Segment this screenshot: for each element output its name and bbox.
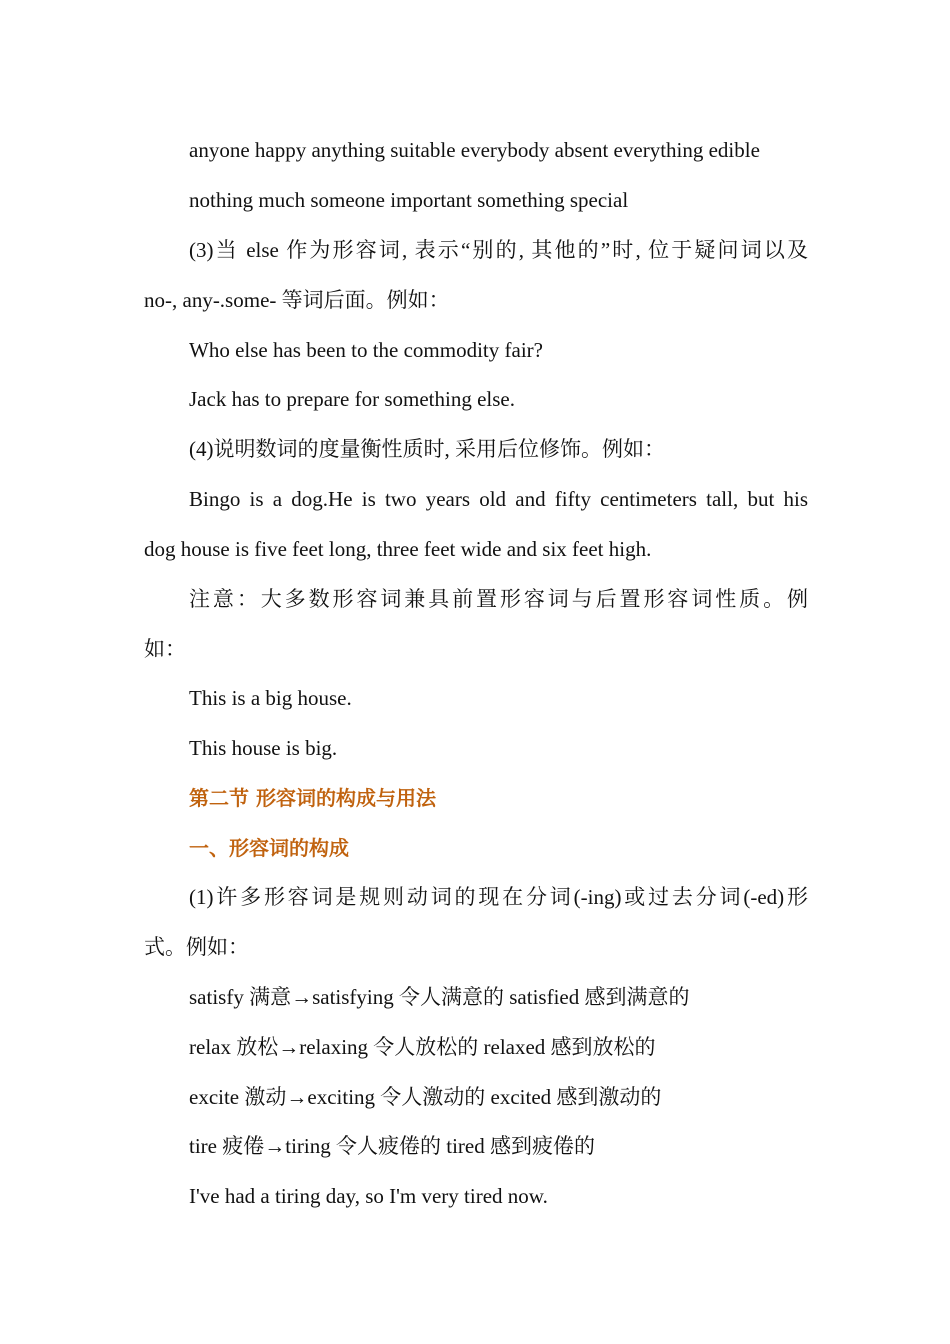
example-sentence: dog house is five feet long, three feet wide and six feet high. — [144, 537, 652, 561]
paragraph-line: no-, any-.some- 等词后面。例如： — [144, 288, 450, 312]
paragraph-line: (3)当 else 作为形容词, 表示“别的, 其他的”时, 位于疑问词以及 — [189, 238, 808, 262]
section-heading: 第二节 形容词的构成与用法 — [189, 786, 436, 810]
paragraph-line: anyone happy anything suitable everybody absent everything edible — [189, 138, 760, 162]
word-form-example: relax 放松→relaxing 令人放松的 relaxed 感到放松的 — [189, 1035, 656, 1059]
example-sentence: This is a big house. — [189, 686, 352, 710]
word-form-example: satisfy 满意→satisfying 令人满意的 satisfied 感到满意的 — [189, 985, 690, 1009]
paragraph-line: (1)许多形容词是规则动词的现在分词(-ing)或过去分词(-ed)形 — [189, 885, 808, 909]
note-line: 注意：大多数形容词兼具前置形容词与后置形容词性质。例 — [189, 587, 808, 611]
note-line: 如： — [144, 637, 186, 661]
example-sentence: Bingo is a dog.He is two years old and fifty centimeters tall, but his — [189, 487, 808, 511]
paragraph-line: nothing much someone important something special — [189, 188, 629, 212]
example-sentence: I've had a tiring day, so I'm very tired now. — [189, 1184, 548, 1208]
example-sentence: Jack has to prepare for something else. — [189, 387, 515, 411]
word-form-example: excite 激动→exciting 令人激动的 excited 感到激动的 — [189, 1085, 662, 1109]
word-form-example: tire 疲倦→tiring 令人疲倦的 tired 感到疲倦的 — [189, 1134, 595, 1158]
paragraph-line: 式。例如： — [144, 935, 249, 959]
example-sentence: Who else has been to the commodity fair? — [189, 338, 543, 362]
paragraph-line: (4)说明数词的度量衡性质时, 采用后位修饰。例如： — [189, 437, 665, 461]
subsection-heading: 一、形容词的构成 — [189, 836, 349, 860]
example-sentence: This house is big. — [189, 736, 338, 760]
